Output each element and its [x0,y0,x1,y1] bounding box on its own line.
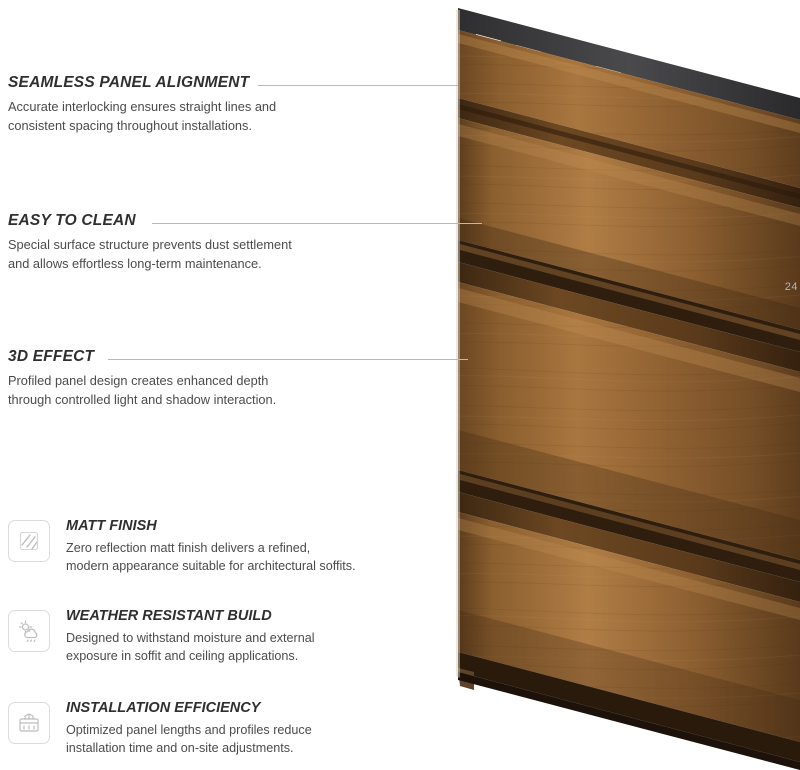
callout-title: EASY TO CLEAN [8,212,136,229]
callout-title: SEAMLESS PANEL ALIGNMENT [8,74,250,91]
feature-body-line1: Zero reflection matt finish delivers a refined, [66,541,311,555]
feature-body-line2: modern appearance suitable for architectural soffits. [66,559,356,574]
feature-body-line2: exposure in soffit and ceiling applications. [66,649,299,664]
callout-body-line2: through controlled light and shadow interaction. [8,391,277,407]
callout-3d-effect [8,348,338,410]
feature-installation-efficiency [8,700,428,758]
siding-panel-graphic [430,0,800,770]
callout-title: 3D EFFECT [8,348,95,365]
feature-body-line1: Optimized panel lengths and profiles reduce [66,723,312,737]
installation-tools-icon-glyph [17,711,41,735]
callout-easy-to-clean [8,212,338,274]
feature-body-line2: installation time and on-site adjustments. [66,741,294,756]
diagonal-lines-icon [8,520,50,562]
page-number: 24 [784,281,798,293]
feature-title: MATT FINISH [66,518,157,534]
feature-weather-resistant-build [8,608,428,666]
callout-body-line1: Accurate interlocking ensures straight lines and [8,99,277,114]
weather-cloud-sun-icon-glyph [17,619,41,643]
weather-cloud-sun-icon [8,610,50,652]
feature-matt-finish [8,518,428,576]
callout-seamless-panel-alignment [8,74,338,136]
callout-body-line1: Special surface structure prevents dust settlement [8,237,292,252]
installation-tools-icon [8,702,50,744]
feature-title: INSTALLATION EFFICIENCY [66,700,261,716]
feature-body-line1: Designed to withstand moisture and external [66,631,315,645]
leader-line-2 [152,223,482,224]
callout-body-line1: Profiled panel design creates enhanced depth [8,373,269,388]
leader-line-3 [108,359,468,360]
leader-line-1 [258,85,458,86]
product-illustration [430,0,800,770]
callout-body-line2: consistent spacing throughout installations. [8,117,253,133]
feature-title: WEATHER RESISTANT BUILD [66,608,272,624]
diagonal-lines-icon-glyph [18,530,40,552]
callout-body-line2: and allows effortless long-term maintenance. [8,255,262,271]
